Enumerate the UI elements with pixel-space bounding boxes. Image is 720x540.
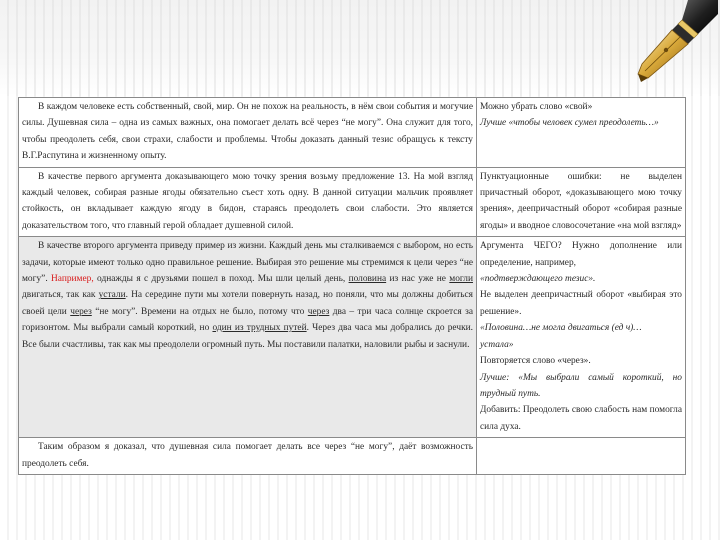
comment-cell xyxy=(477,237,686,438)
comment-text: Можно убрать слово «свой» xyxy=(480,102,593,112)
comment-text: «Половина…не могла двигаться (ед ч)… xyxy=(480,323,642,334)
underlined-word: половина xyxy=(348,274,387,285)
essay-conclusion-text: Таким образом я доказал, что душевная сила помогает делать все через “не могу”, даёт возможность преодолеть себя. xyxy=(22,442,473,469)
comment-text: Пунктуационные ошибки: не выделен причастный оборот, «доказывающего мою точку зрения», деепричастный оборот «собирая разные ягоды» и вводное словосочетание «на мой взгляд» xyxy=(480,171,682,231)
fountain-pen-icon xyxy=(600,0,718,98)
underlined-word: устали xyxy=(98,290,126,301)
comment-cell xyxy=(477,167,686,237)
underlined-word: через xyxy=(307,306,330,317)
comment-text: Добавить: Преодолеть свою слабость нам помогла сила духа. xyxy=(480,405,682,432)
underlined-word: могли xyxy=(449,274,473,285)
underlined-phrase: один из трудных путей xyxy=(212,323,307,334)
essay-review-table xyxy=(18,97,686,475)
table-row xyxy=(19,438,686,475)
comment-text: Лучше: «Мы выбрали самый короткий, но трудный путь. xyxy=(480,372,682,399)
comment-text: Лучше «чтобы человек сумел преодолеть…» xyxy=(480,118,659,129)
underlined-word: через xyxy=(70,306,92,317)
highlighted-word: Например, xyxy=(51,274,94,285)
comment-text: Не выделен деепричастный оборот «выбирая это решение». xyxy=(480,290,682,317)
table-row xyxy=(19,98,686,168)
essay-argument1-cell xyxy=(19,167,477,237)
comment-cell xyxy=(477,438,686,475)
comment-text: Повторяется слово «через». xyxy=(480,356,591,367)
comment-cell xyxy=(477,98,686,168)
comment-text: устала» xyxy=(480,339,514,350)
table-row xyxy=(19,167,686,237)
essay-intro-text: В каждом человеке есть собственный, свой, мир. Он не похож на реальность, в нём свои события и могучие силы. Душевная сила – одна из самых важных, она помогает делать всё через “не могу”. Она служит для того, чтобы преодолеть себя, свои страхи, слабости и проблемы. Чтобы доказать данный тезис обращусь к тексту В.Г.Распутина и жизненному опыту. xyxy=(22,102,473,162)
essay-intro-cell xyxy=(19,98,477,168)
essay-argument2-text: В качестве второго аргумента приведу пример из жизни. Каждый день мы сталкиваемся с выбором, но есть задачи, которые имеют только одно правильное решение. Выбирая это решение мы стремимся к цели через “не могу”. Например, однажды я с друзьями пошел в поход. Мы шли целый день, половина из нас уже не могли двигаться, так как устали. На середине пути мы хотели повернуть назад, но поняли, что мы должны добиться своей цели через “не могу”. Времени на отдых не было, потому что через два – три часа солнце скроется за горизонтом. Мы выбрали самый короткий, но один из трудных путей. Через два часа мы добрались до речки. Все были счастливы, так как мы преодолели огромный путь. Мы поставили палатки, наловили рыбы и заснули. xyxy=(22,241,473,350)
comment-text: «подтверждающего тезис». xyxy=(480,274,596,285)
table-row xyxy=(19,237,686,438)
essay-argument1-text: В качестве первого аргумента доказывающего мою точку зрения возьму предложение 13. На мой взгляд каждый человек, собирая разные ягоды обязательно съест хоть одну. В данной ситуации мальчик проявляет стойкость, он вкладывает каждую ягоду в бидон, стараясь преодолеть свои слабости. Это является доказательством того, что главный герой обладает душевной силой. xyxy=(22,171,473,231)
comment-text: Аргумента ЧЕГО? Нужно дополнение или определение, например, xyxy=(480,241,682,268)
essay-conclusion-cell xyxy=(19,438,477,475)
essay-argument2-cell xyxy=(19,237,477,438)
